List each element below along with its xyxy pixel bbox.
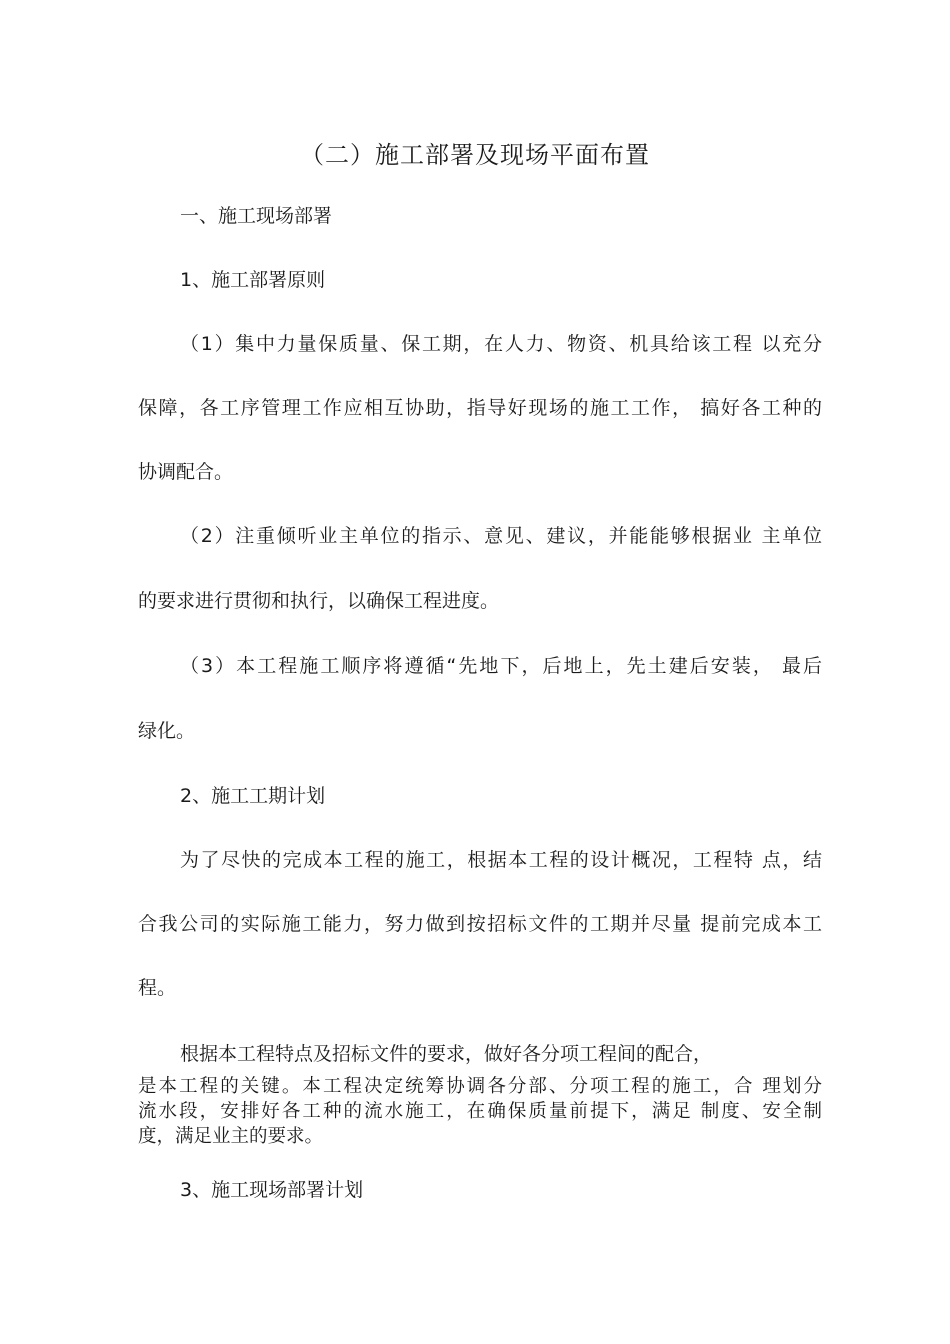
paragraph-line: 根据本工程特点及招标文件的要求，做好各分项工程间的配合， xyxy=(180,1043,713,1065)
paragraph-line: 协调配合。 xyxy=(138,461,234,483)
paragraph-line: 保障，各工序管理工作应相互协助，指导好现场的施工工作， 搞好各工种的 xyxy=(138,397,822,419)
page-title: （二）施工部署及现场平面布置 xyxy=(300,141,650,169)
paragraph-line: 程。 xyxy=(138,977,177,999)
paragraph-line: （3）本工程施工顺序将遵循“先地下，后地上，先土建后安装， 最后 xyxy=(180,655,822,677)
paragraph-line: 流水段，安排好各工种的流水施工，在确保质量前提下，满足 制度、安全制 xyxy=(138,1101,822,1122)
paragraph-line: 是本工程的关键。本工程决定统筹协调各分部、分项工程的施工，合 理划分 xyxy=(138,1076,822,1097)
subsection-heading: 3、施工现场部署计划 xyxy=(180,1179,364,1201)
section-heading: 一、施工现场部署 xyxy=(180,205,333,227)
paragraph-line: 合我公司的实际施工能力，努力做到按招标文件的工期并尽量 提前完成本工 xyxy=(138,913,822,935)
subsection-heading: 1、施工部署原则 xyxy=(180,269,326,291)
paragraph-line: 度，满足业主的要求。 xyxy=(138,1126,324,1147)
paragraph-line: （1）集中力量保质量、保工期，在人力、物资、机具给该工程 以充分 xyxy=(180,333,822,355)
paragraph-line: （2）注重倾听业主单位的指示、意见、建议，并能能够根据业 主单位 xyxy=(180,525,822,547)
paragraph-line: 的要求进行贯彻和执行，以确保工程进度。 xyxy=(138,590,500,612)
subsection-heading: 2、施工工期计划 xyxy=(180,785,326,807)
paragraph-line: 绿化。 xyxy=(138,720,196,742)
paragraph-line: 为了尽快的完成本工程的施工，根据本工程的设计概况，工程特 点，结 xyxy=(180,849,822,871)
